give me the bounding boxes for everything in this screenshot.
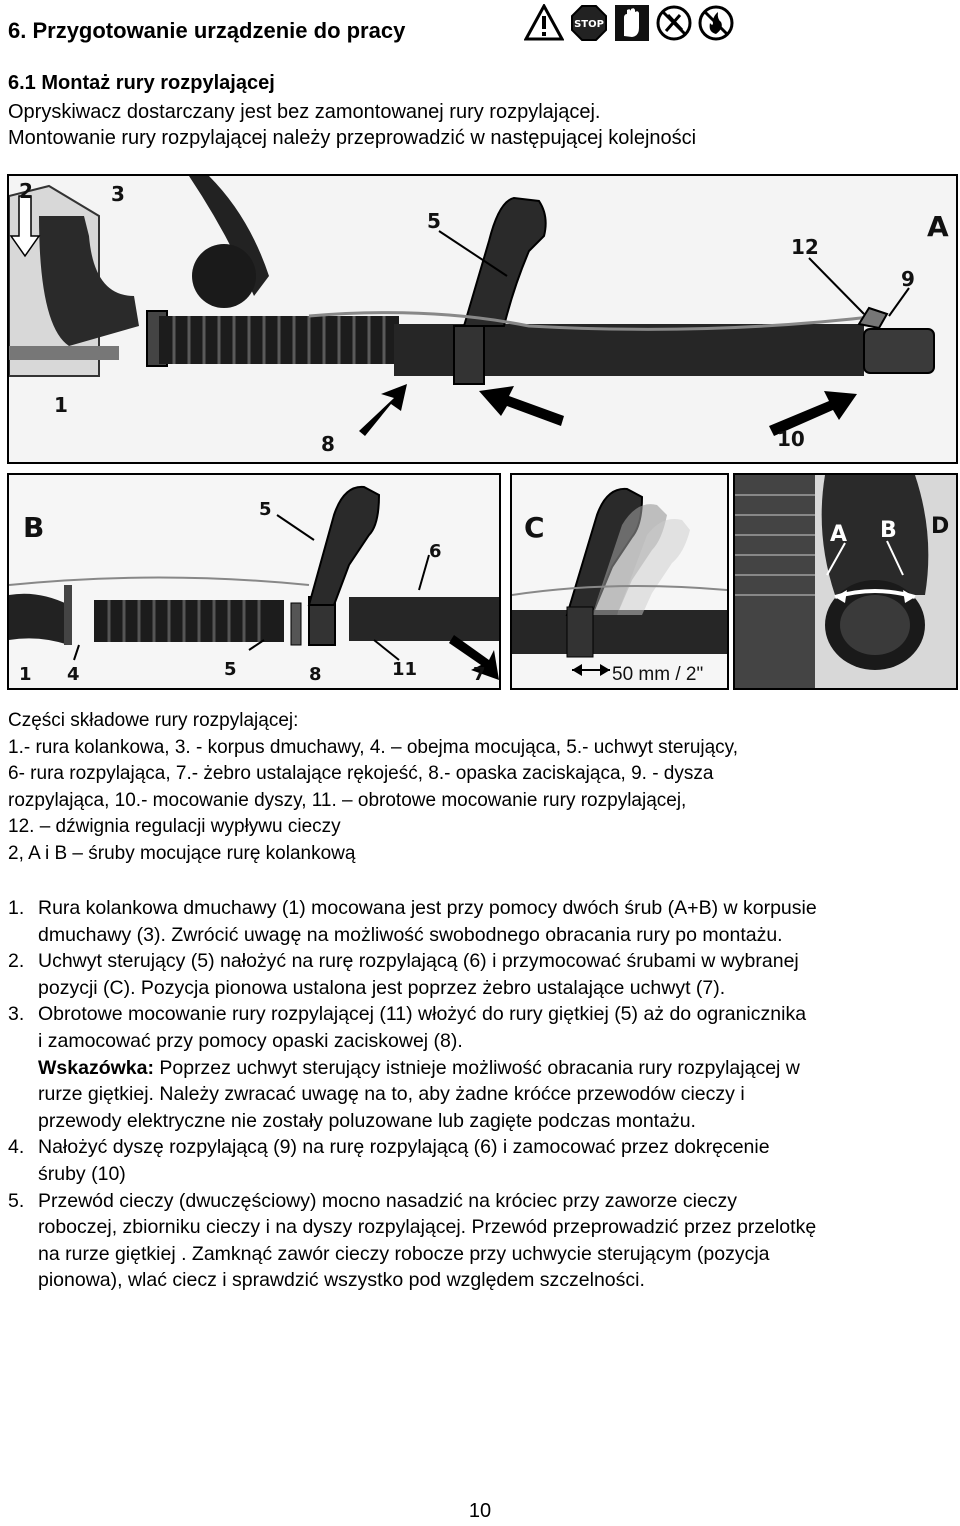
main-assembly-photo [7,174,958,464]
figure-label: 1 [19,664,32,685]
figure-label: A [927,210,949,243]
figure-label: 8 [321,432,335,456]
figure-label: 1 [54,393,68,417]
figure-d-photo [733,473,958,690]
parts-line: 6- rura rozpylająca, 7.- żebro ustalające rękojeść, 8.- opaska zaciskająca, 9. - dysza [8,763,714,784]
parts-list [8,708,952,867]
hint-label: Wskazówka: [38,1056,154,1079]
figure-label: 11 [392,659,418,680]
hint-line [38,1055,958,1082]
intro-line: Montowanie rury rozpylającej należy przeprowadzić w następującej kolejności [8,127,697,149]
figure-label: C [524,511,545,544]
warning-triangle-icon [524,4,564,42]
parts-line: 12. – dźwignia regulacji wypływu cieczy [8,816,341,837]
section-heading: 6. Przygotowanie urządzenie do pracy [8,18,406,43]
step-number: 2. [8,950,25,973]
step-line: roboczej, zbiorniku cieczy i na dyszy rozpylającej. Przewód przeprowadzić przez przelotkę [38,1216,817,1239]
step-item [8,1001,958,1134]
figure-label: B [23,511,45,544]
intro-line: Opryskiwacz dostarczany jest bez zamontowanej rury rozpylającej. [8,101,601,123]
step-number: 1. [8,897,25,919]
step-line: dmuchawy (3). Zwrócić uwagę na możliwość swobodnego obracania rury po montażu. [38,923,783,946]
figure-label: 12 [791,235,819,259]
figure-label: 50 mm / 2" [612,664,704,685]
parts-line: 1.- rura kolankowa, 3. - korpus dmuchawy, 4. – obejma mocująca, 5.- uchwyt sterujący, [8,736,739,758]
step-line: Rura kolankowa dmuchawy (1) mocowana jest przy pomocy dwóch śrub (A+B) w korpusie [38,897,817,919]
step-line: przewody elektryczne nie zostały poluzowane lub zagięte podczas montażu. [38,1109,696,1132]
hint-text: Poprzez uchwyt sterujący istnieje możliwość obracania rury rozpylającej w [153,1056,800,1079]
figure-label: 6 [429,541,442,562]
parts-title: Części składowe rury rozpylającej: [8,710,299,731]
figure-label: D [931,514,950,539]
figure-c-photo [510,473,729,690]
intro-text [8,99,696,151]
figure-label: 5 [259,499,272,520]
svg-text:STOP: STOP [574,19,604,30]
step-line: śruby (10) [38,1162,126,1185]
step-item [8,1134,958,1187]
step-line: i zamocować przy pomocy opaski zaciskowej (8). [38,1029,463,1052]
figure-label: 4 [67,664,80,685]
figure-label: 2 [19,179,33,203]
step-line: pozycji (C). Pozycja pionowa ustalona jest poprzez żebro ustalające uchwyt (7). [38,976,726,999]
step-item [8,948,958,1001]
step-number: 5. [8,1189,25,1212]
figure-label: 5 [427,209,441,233]
figure-label: A [830,522,848,547]
stop-sign-icon [570,4,608,42]
step-item [8,895,958,948]
figure-b-photo [7,473,501,690]
figure-label: 10 [777,427,805,451]
figure-label: 9 [901,267,915,291]
parts-line: rozpylająca, 10.- mocowanie dyszy, 11. – obrotowe mocowanie rury rozpylającej, [8,789,687,811]
figure-label: 5 [224,659,237,680]
step-line: Przewód cieczy (dwuczęściowy) mocno nasadzić na króciec przy zaworze cieczy [38,1189,737,1212]
figure-label: 3 [111,182,125,206]
step-number: 3. [8,1003,25,1026]
step-line: na rurze giętkiej . Zamknąć zawór cieczy robocze przy uchwycie sterującym (pozycja [38,1242,770,1265]
gloves-icon [614,4,650,42]
step-line: pionowa), wlać ciecz i sprawdzić wszystko pod względem szczelności. [38,1269,645,1292]
step-line: Obrotowe mocowanie rury rozpylającej (11) włożyć do rury giętkiej (5) aż do ogranicznika [38,1003,807,1026]
step-line: Uchwyt sterujący (5) nałożyć na rurę rozpylającą (6) i przymocować śrubami w wybranej [38,950,799,973]
step-item [8,1188,958,1294]
parts-line: 2, A i B – śruby mocujące rurę kolankową [8,842,356,864]
subsection-heading: 6.1 Montaż rury rozpylającej [8,72,275,94]
step-line: rurze giętkiej. Należy zwracać uwagę na to, aby żadne króćce przewodów cieczy i [38,1083,745,1106]
assembly-steps [8,895,958,1294]
no-tools-icon [656,4,692,42]
figure-label: 8 [309,664,322,685]
figure-label: 7 [473,664,486,685]
step-line: Nałożyć dyszę rozpylającą (9) na rurę rozpylającą (6) i zamocować przez dokręcenie [38,1136,770,1159]
warning-icons [524,4,734,42]
no-fire-icon [698,4,734,42]
figure-label: B [880,518,897,543]
page-number: 10 [468,1500,492,1522]
step-number: 4. [8,1136,25,1159]
